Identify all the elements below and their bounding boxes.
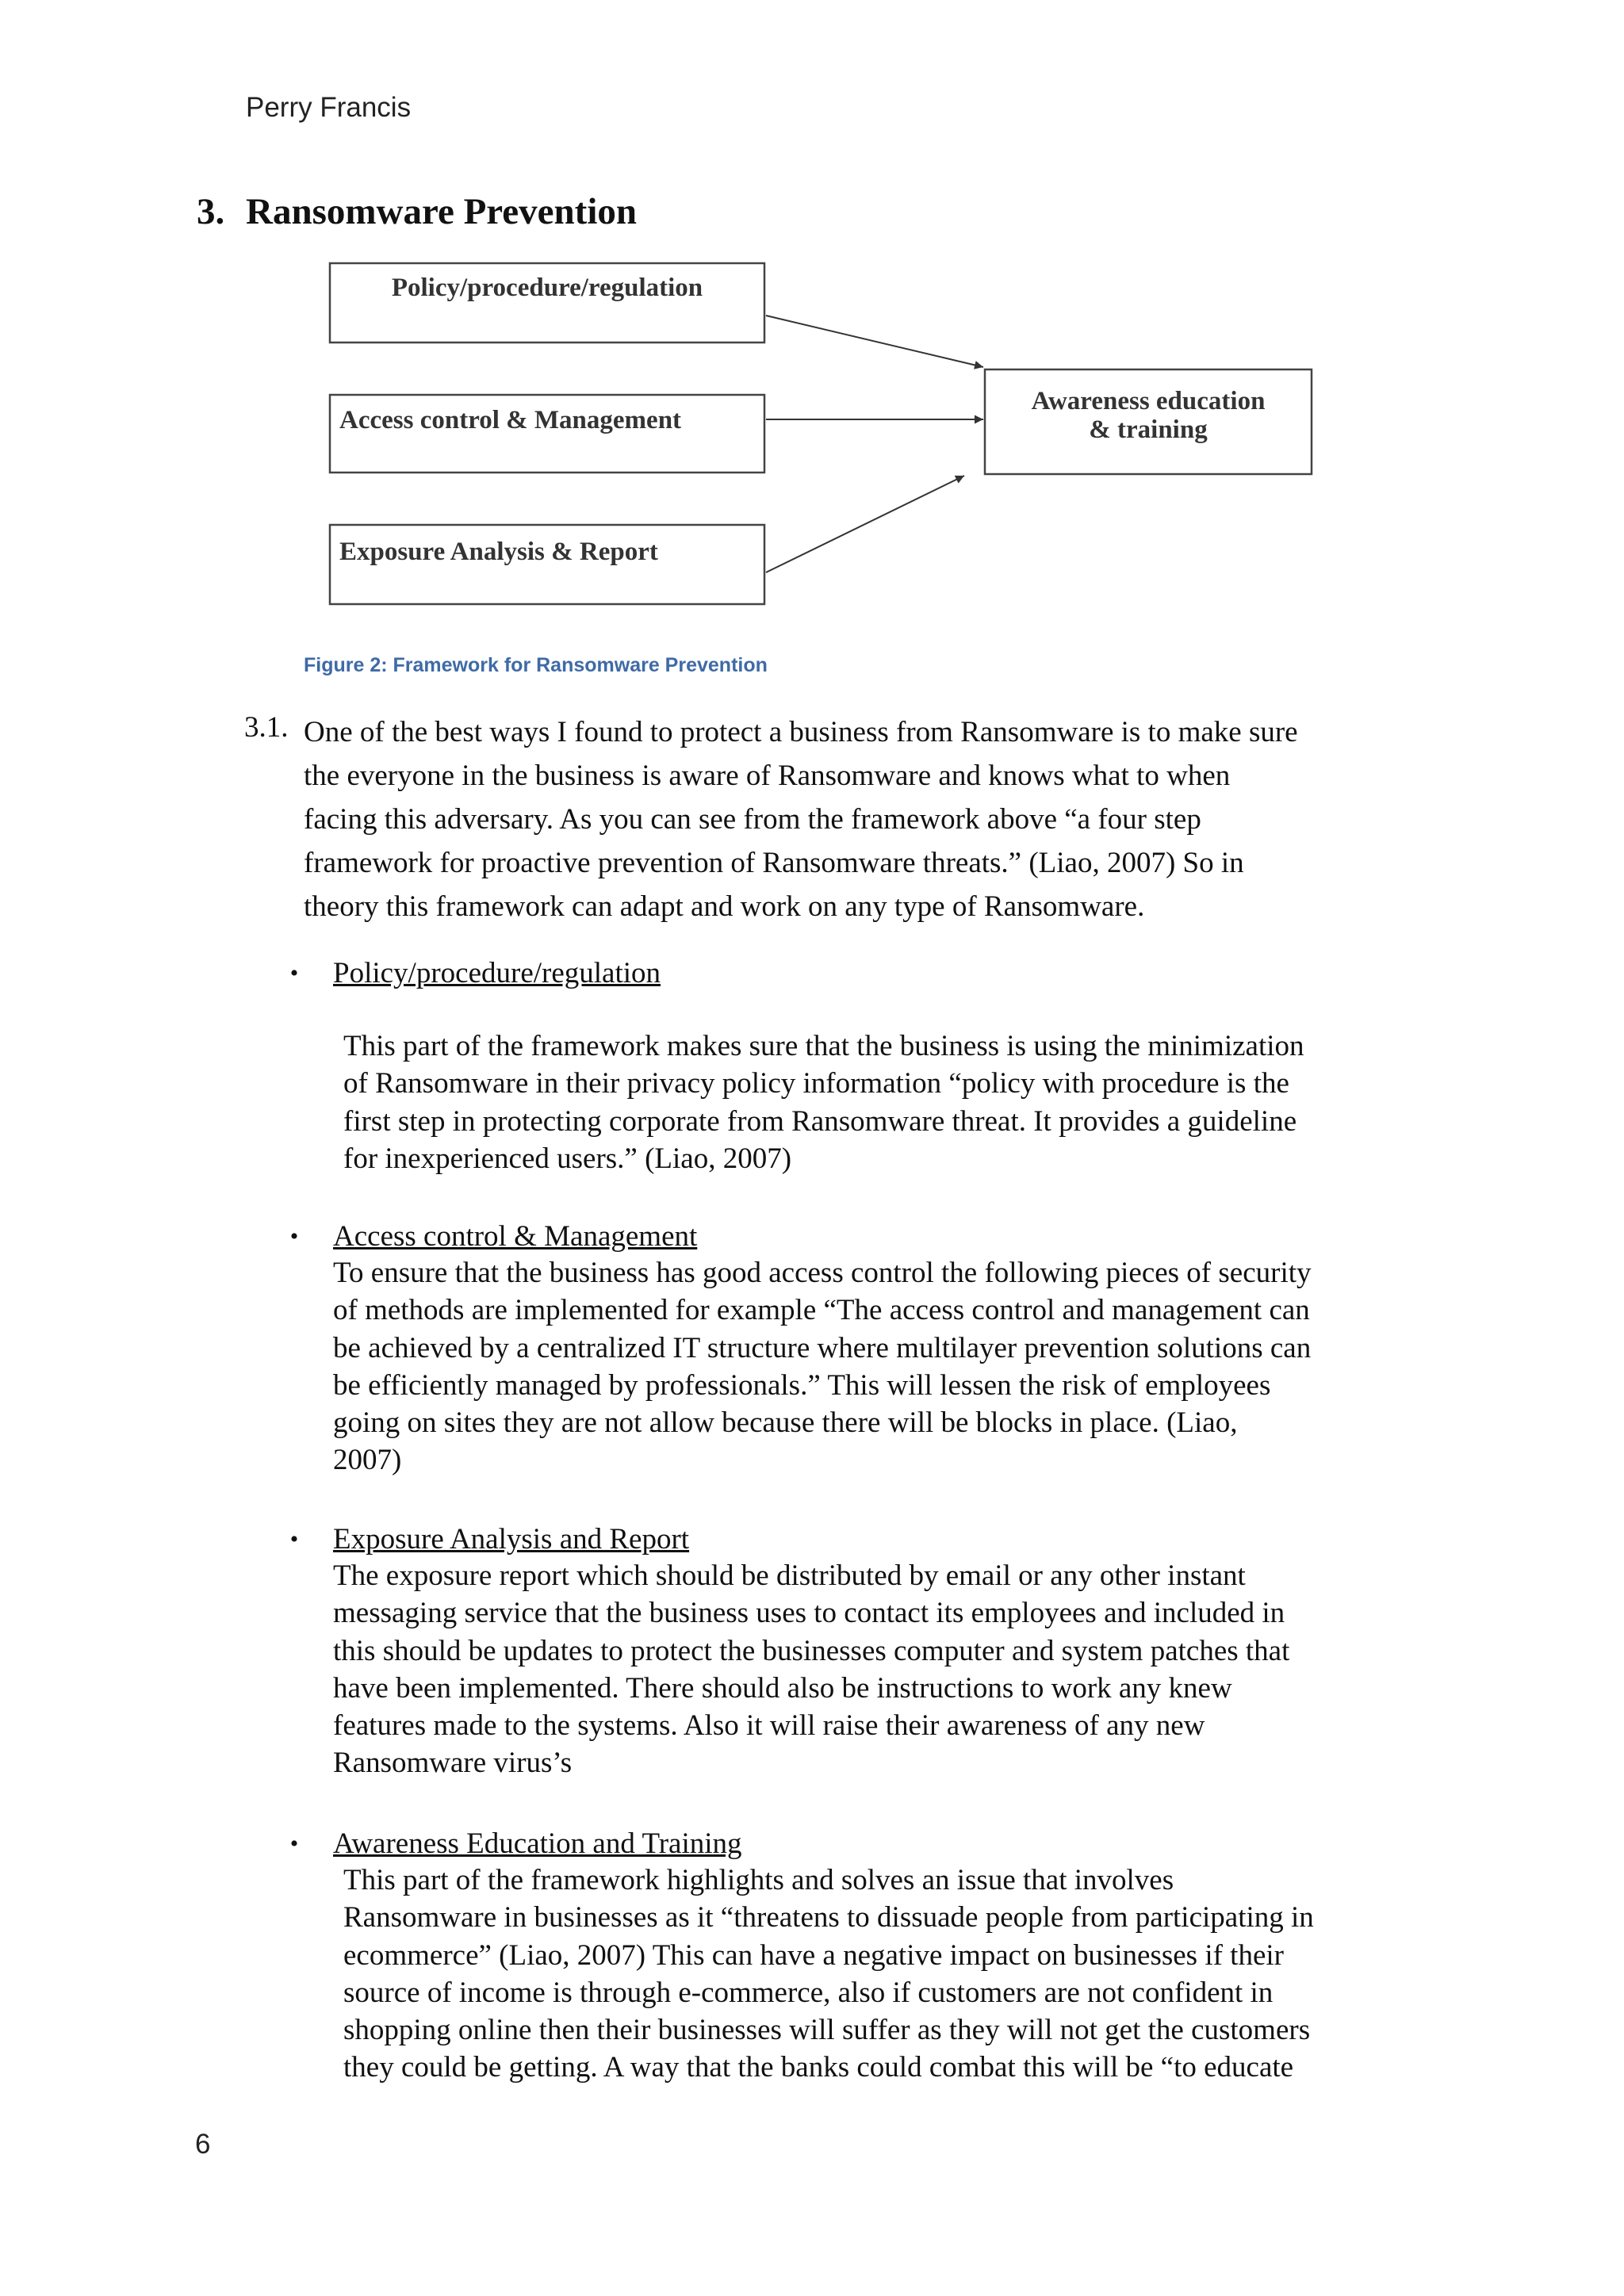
paragraph-line: be achieved by a centralized IT structure where multilayer prevention solutions can bbox=[333, 1331, 1312, 1364]
paragraph-line: of methods are implemented for example “The access control and management can bbox=[333, 1294, 1310, 1327]
paragraph-line: messaging service that the business uses to contact its employees and included in bbox=[333, 1597, 1285, 1630]
exposure-box-label: Exposure Analysis & Report bbox=[339, 538, 658, 566]
awareness-box-label-line1: Awareness education bbox=[1031, 387, 1266, 415]
page-number: 6 bbox=[195, 2129, 211, 2160]
paragraph-line: be efficiently managed by professionals.” This will lessen the risk of employees bbox=[333, 1368, 1271, 1402]
bullet-heading-exposure: Exposure Analysis and Report bbox=[333, 1523, 690, 1556]
paragraph-line: for inexperienced users.” (Liao, 2007) bbox=[343, 1142, 792, 1175]
bullet-body-access bbox=[333, 1254, 1312, 1479]
paragraph-line: source of income is through e-commerce, also if customers are not confident in bbox=[343, 1976, 1274, 2009]
paragraph-line: 2007) bbox=[333, 1444, 402, 1477]
section-heading bbox=[197, 190, 637, 233]
bullet-marker: • bbox=[289, 1831, 299, 1857]
arrow-exposure-to-awareness bbox=[766, 476, 964, 572]
section-title: Ransomware Prevention bbox=[246, 191, 638, 232]
paragraph-line: they could be getting. A way that the banks could combat this will be “to educate bbox=[343, 2051, 1294, 2084]
bullet-marker: • bbox=[289, 1223, 299, 1249]
paragraph-line: Ransomware in businesses as it “threatens to dissuade people from participating in bbox=[343, 1901, 1314, 1934]
bullet-heading-policy: Policy/procedure/regulation bbox=[333, 957, 661, 989]
access-box-label: Access control & Management bbox=[339, 406, 682, 434]
paragraph-line: have been implemented. There should also be instructions to work any knew bbox=[333, 1671, 1232, 1705]
paragraph-line: the everyone in the business is aware of Ransomware and knows what to when bbox=[304, 760, 1231, 792]
awareness-box bbox=[985, 369, 1312, 474]
bullet-body-policy bbox=[343, 1027, 1304, 1177]
section-number: 3. bbox=[197, 191, 225, 232]
figure-caption: Figure 2: Framework for Ransomware Prevention bbox=[304, 654, 768, 676]
bullet-body-awareness bbox=[343, 1862, 1314, 2087]
paragraph-line: ecommerce” (Liao, 2007) This can have a negative impact on businesses if their bbox=[343, 1938, 1284, 1972]
paragraph-line: facing this adversary. As you can see from the framework above “a four step bbox=[304, 803, 1201, 836]
bullet-heading-access: Access control & Management bbox=[333, 1220, 698, 1253]
framework-diagram bbox=[317, 255, 1332, 612]
paragraph-line: shopping online then their businesses will suffer as they will not get the customers bbox=[343, 2014, 1311, 2047]
header-author: Perry Francis bbox=[246, 92, 412, 123]
paragraph-line: Ransomware virus’s bbox=[333, 1747, 573, 1780]
paragraph-line: This part of the framework makes sure that the business is using the minimization bbox=[343, 1030, 1304, 1062]
policy-box-label: Policy/procedure/regulation bbox=[391, 274, 703, 302]
paragraph-number: 3.1. bbox=[244, 711, 289, 744]
awareness-box-label-line2: & training bbox=[1089, 415, 1208, 444]
policy-box bbox=[330, 263, 764, 342]
arrow-policy-to-awareness bbox=[766, 316, 983, 367]
paragraph-line: of Ransomware in their privacy policy information “policy with procedure is the bbox=[343, 1067, 1289, 1100]
paragraph-line: first step in protecting corporate from Ransomware threat. It provides a guideline bbox=[343, 1104, 1297, 1138]
bullet-heading-awareness: Awareness Education and Training bbox=[333, 1827, 742, 1860]
paragraph-line: theory this framework can adapt and work on any type of Ransomware. bbox=[304, 890, 1145, 923]
paragraph-line: features made to the systems. Also it will raise their awareness of any new bbox=[333, 1709, 1205, 1743]
exposure-box bbox=[330, 525, 764, 604]
paragraph-line: going on sites they are not allow because there will be blocks in place. (Liao, bbox=[333, 1406, 1238, 1440]
access-box bbox=[330, 395, 764, 473]
bullet-marker: • bbox=[289, 1526, 299, 1552]
bullet-marker: • bbox=[289, 960, 299, 986]
paragraph-line: This part of the framework highlights and solves an issue that involves bbox=[343, 1864, 1174, 1896]
intro-paragraph bbox=[304, 710, 1430, 928]
paragraph-line: To ensure that the business has good access control the following pieces of security bbox=[333, 1257, 1312, 1289]
bullet-body-exposure bbox=[333, 1557, 1289, 1782]
paragraph-line: One of the best ways I found to protect a business from Ransomware is to make sure bbox=[304, 716, 1298, 748]
paragraph-line: The exposure report which should be distributed by email or any other instant bbox=[333, 1559, 1246, 1592]
paragraph-line: this should be updates to protect the businesses computer and system patches that bbox=[333, 1634, 1290, 1667]
paragraph-line: framework for proactive prevention of Ransomware threats.” (Liao, 2007) So in bbox=[304, 847, 1244, 879]
